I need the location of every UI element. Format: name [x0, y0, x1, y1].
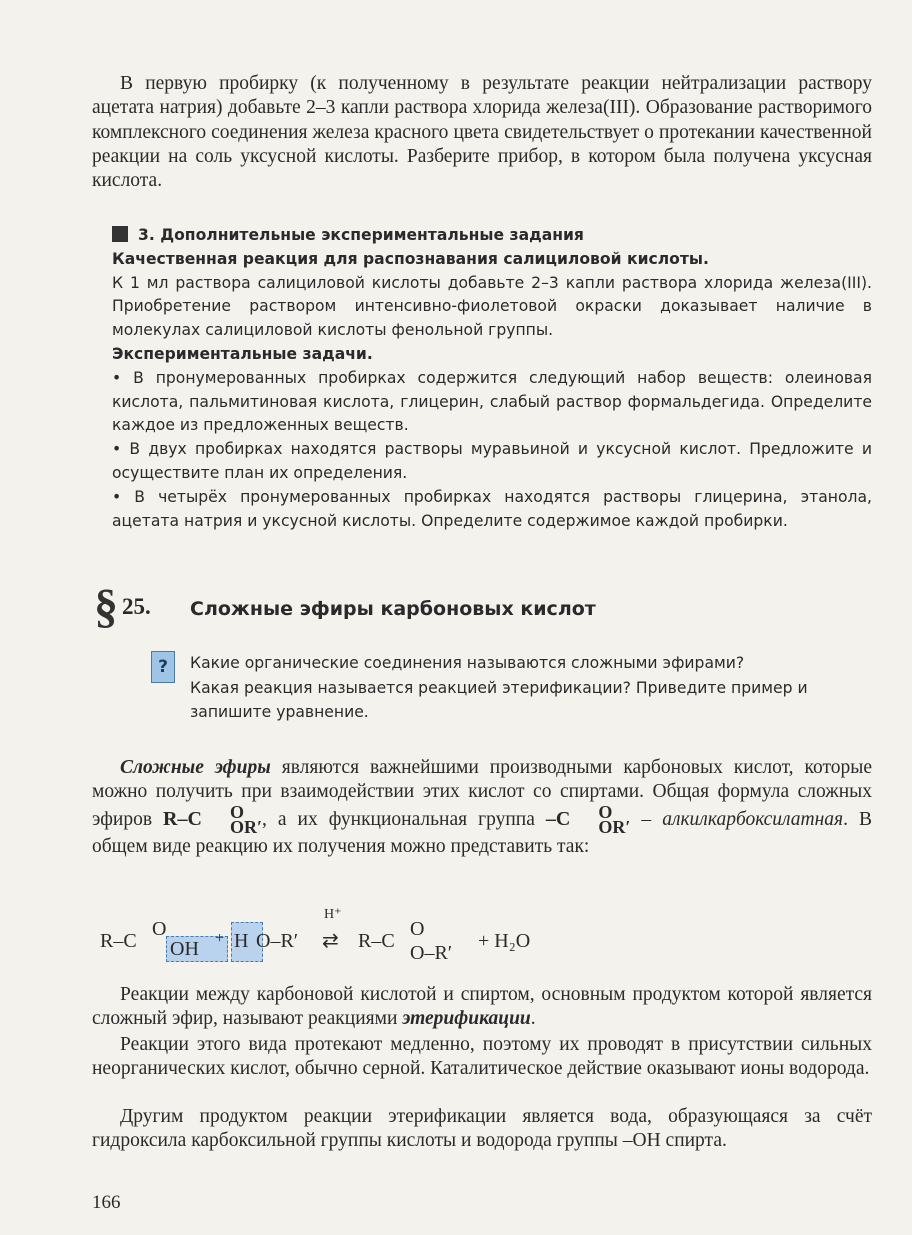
term-alkylcarboxylate: алкилкарбоксилатная — [662, 808, 844, 830]
general-formula: R–C O OR′ — [163, 801, 262, 837]
section-3-subtitle: Качественная реакция для распознавания салициловой кислоты. — [112, 249, 709, 268]
term-esterification: этерификации — [402, 1008, 531, 1030]
body-paragraph-3: Реакции этого вида протекают медленно, поэтому их проводят в присутствии сильных неорганических кислот, обычно серной. Каталитическое действие оказывают ионы водорода. — [92, 1034, 872, 1080]
esterification-reaction: R–C O OH + H O–R′ H⁺ ⇄ R–C O O–R′ + H₂O — [100, 907, 531, 964]
question-line: Какая реакция называется реакцией этерификации? Приведите пример и запишите уравнение. — [190, 678, 808, 721]
section-3-text: К 1 мл раствора салициловой кислоты добавьте 2–3 капли раствора хлорида железа(III). Приобретение раствором интенсивно-фиолетовой окраски доказывает наличие в молекулах салициловой кислоты фенольной группы. — [112, 273, 872, 340]
section-3-title: 3. Дополнительные экспериментальные задания — [112, 224, 872, 248]
section-3 — [112, 224, 872, 533]
question-icon: ? — [151, 651, 175, 683]
paragraph-number: 25. — [122, 594, 151, 619]
paragraph-title: Сложные эфиры карбоновых кислот — [190, 598, 596, 620]
body-paragraph-4: Другим продуктом реакции этерификации является вода, образующаяся за счёт гидроксила карбоксильной группы кислоты и водорода группы –OH спирта. — [92, 1106, 872, 1152]
body-paragraph-1: Сложные эфиры являются важнейшими производными карбоновых кислот, которые можно получить при взаимодействии этих кислот со спиртами. Общая формула сложных эфиров R–C O OR′ , а их функциональная группа –C O OR′ – алкилкарбоксилатная. В общем виде реакцию их получения можно представить так: — [92, 757, 872, 857]
functional-group-formula: –C O OR′ — [545, 801, 631, 837]
question-line: Какие органические соединения называются сложными эфирами? — [190, 654, 745, 672]
page-number: 166 — [92, 1192, 121, 1213]
intro-paragraph: В первую пробирку (к полученному в результате реакции нейтрализации раствору ацетата натрия) добавьте 2–3 капли раствора хлорида железа(III). Образование растворимого комплексного соединения железа красного цвета свидетельствует о протекании качественной реакции на соль уксусной кислоты. Разберите прибор, в котором была получена уксусная кислота. — [92, 73, 872, 192]
square-bullet-icon — [112, 226, 128, 242]
paragraph-sign: § — [94, 580, 118, 633]
term-esters: Сложные эфиры — [120, 757, 271, 778]
task-item: • В двух пробирках находятся растворы муравьиной и уксусной кислот. Предложите и осуществите план их определения. — [112, 440, 872, 482]
question-text — [190, 651, 870, 725]
task-item: • В четырёх пронумерованных пробирках находятся растворы глицерина, этанола, ацетата натрия и уксусной кислоты. Определите содержимое каждой пробирки. — [112, 487, 872, 530]
body-paragraph-2: Реакции между карбоновой кислотой и спиртом, основным продуктом которой является сложный эфир, называют реакциями этерификации. — [92, 984, 872, 1030]
tasks-title: Экспериментальные задачи. — [112, 344, 373, 363]
task-item: • В пронумерованных пробирках содержится следующий набор веществ: олеиновая кислота, пальмитиновая кислота, глицерин, слабый раствор формальдегида. Определите каждое из предложенных веществ. — [112, 368, 872, 435]
